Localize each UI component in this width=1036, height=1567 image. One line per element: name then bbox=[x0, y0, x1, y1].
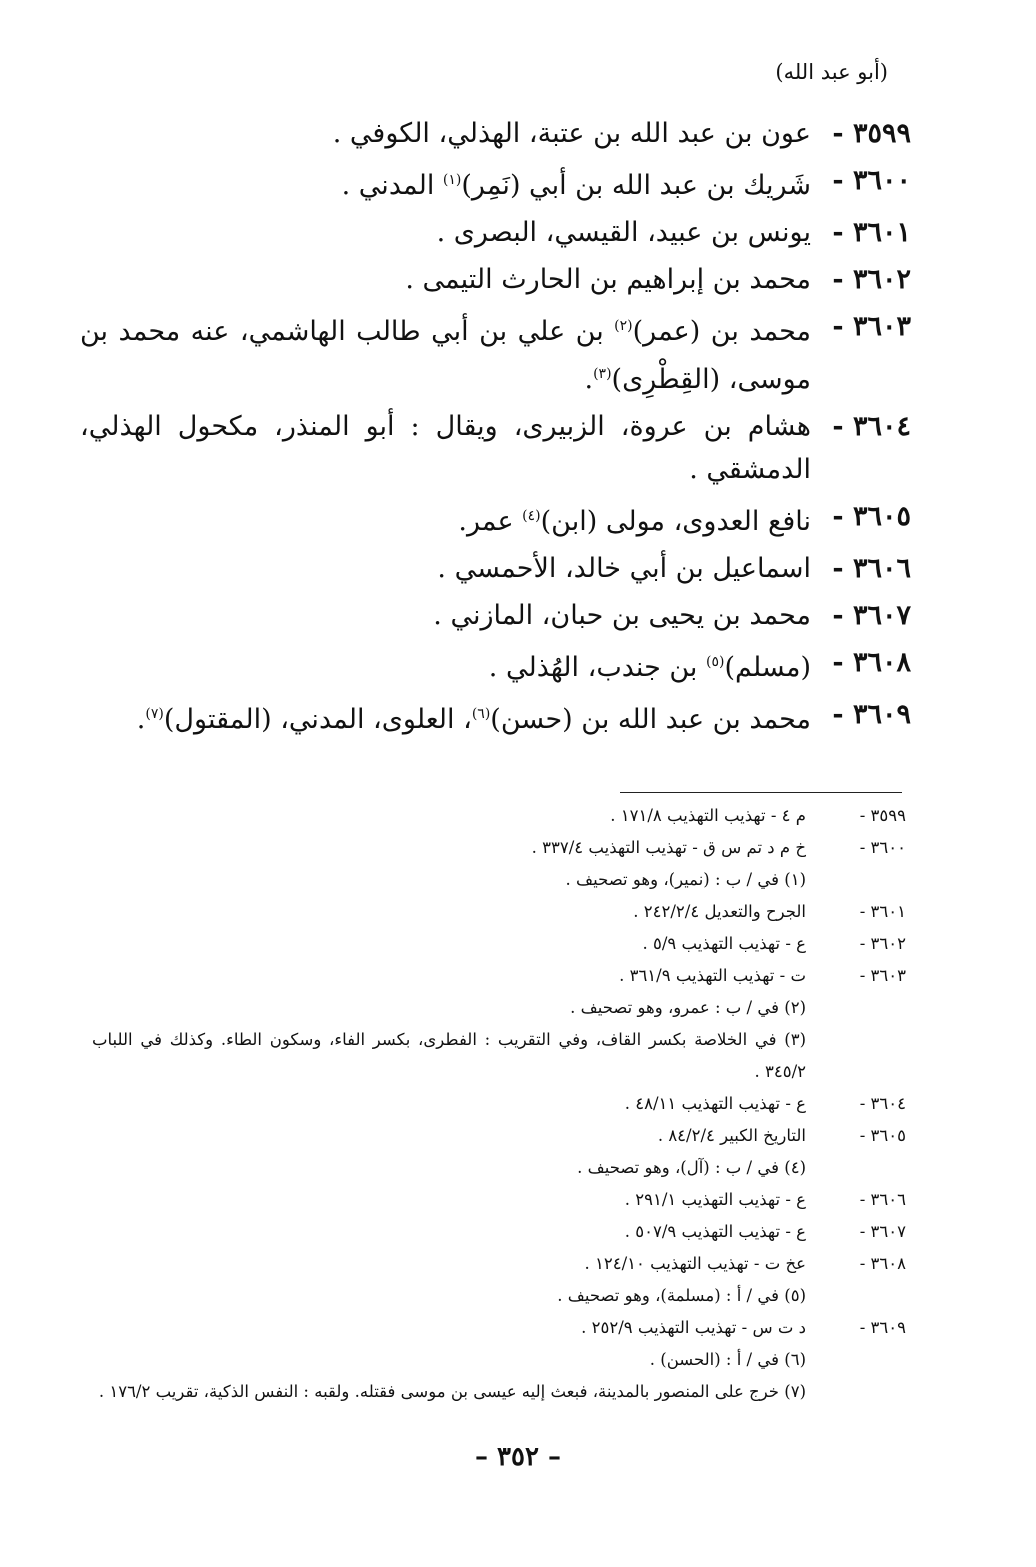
running-header: (أبو عبد الله) bbox=[775, 60, 888, 84]
footnote: ٣٦٠١ - الجرح والتعديل ٢٤٢/٢/٤ . bbox=[633, 902, 906, 921]
entry bbox=[80, 495, 911, 543]
entry-text: يونس بن عبيد، القيسي، البصرى . bbox=[436, 217, 811, 248]
footnote-ref: (٣) bbox=[593, 366, 612, 382]
entry-number: ٣٦٠٤ - bbox=[832, 411, 911, 442]
entry-text: (مسلم)$^{(٥)}$ بن جندب، الهُذلي . bbox=[488, 652, 811, 683]
entry-text: نافع العدوى، مولى (ابن)$^{(٤)}$ عمر. bbox=[458, 506, 811, 537]
entry-number: ٣٦٠٣ - bbox=[832, 311, 911, 342]
entry bbox=[80, 641, 911, 689]
footnote: ٣٦٠٨ - عخ ت - تهذيب التهذيب ١٢٤/١٠ . bbox=[584, 1254, 906, 1273]
entry-number: ٣٥٩٩ - bbox=[832, 118, 911, 149]
footnote: ٣٦٠٥ - التاريخ الكبير ٨٤/٢/٤ . bbox=[657, 1126, 906, 1145]
footnote-ref: (٢) bbox=[614, 318, 633, 334]
footnote: ٣٦٠٩ - د ت س - تهذيب التهذيب ٢٥٢/٩ . bbox=[581, 1318, 906, 1337]
entry-number: ٣٦٠٧ - bbox=[832, 600, 911, 631]
footnote: ٣٦٠٦ - ع - تهذيب التهذيب ٢٩١/١ . bbox=[624, 1190, 906, 1209]
entry-text: هشام بن عروة، الزبيرى، ويقال : أبو المنذر، مكحول الهذلي، الدمشقي . bbox=[80, 411, 811, 485]
footnote-ref: (٧) bbox=[145, 706, 164, 722]
footnote: (٧) خرج على المنصور بالمدينة، فبعث إليه عيسى بن موسى فقتله. ولقبه : النفس الذكية، تقريب ١٧٦/٢ . bbox=[98, 1382, 806, 1401]
footnote: (٦) في / أ : (الحسن) . bbox=[649, 1350, 806, 1369]
footnote-ref: (٤) bbox=[522, 508, 541, 524]
entry bbox=[80, 693, 911, 741]
entry-text: محمد بن عبد الله بن (حسن)$^{(٦)}$، العلوى، المدني، (المقتول)$^{(٧)}$. bbox=[136, 704, 811, 735]
entry bbox=[80, 211, 911, 254]
footnote: ٣٦٠٤ - ع - تهذيب التهذيب ٤٨/١١ . bbox=[624, 1094, 906, 1113]
entry-number: ٣٦٠٠ - bbox=[832, 165, 911, 196]
entry bbox=[80, 258, 911, 301]
footnote-ref: (١) bbox=[442, 172, 462, 188]
footnote: (٣) في الخلاصة بكسر القاف، وفي التقريب : الفطرى، بكسر الفاء، وسكون الطاء. وكذلك في اللباب ٣٤٥/٢ . bbox=[92, 1030, 806, 1081]
entry-text: محمد بن (عمر)$^{(٢)}$ بن علي بن أبي طالب الهاشمي، عنه محمد بن موسى، (القِطْرِى)$^{(٣)}$. bbox=[80, 316, 811, 395]
entry bbox=[80, 159, 911, 207]
footnote: (١) في / ب : (نمير)، وهو تصحيف . bbox=[565, 870, 806, 889]
entry-number: ٣٦٠٦ - bbox=[832, 553, 911, 584]
entry bbox=[80, 305, 911, 401]
entry-text: محمد بن يحيى بن حبان، المازني . bbox=[433, 600, 811, 631]
entry-text: شَريك بن عبد الله بن أبي (نَمِر)$^{(١)}$ المدني . bbox=[341, 170, 811, 201]
footnote-ref: (٦) bbox=[471, 706, 491, 722]
page-number: – ٣٥٢ – bbox=[474, 1442, 562, 1472]
footnote: ٣٦٠٧ - ع - تهذيب التهذيب ٥٠٧/٩ . bbox=[624, 1222, 906, 1241]
entry-number: ٣٦٠٨ - bbox=[832, 647, 911, 678]
footnote: ٣٦٠٠ - خ م د تم س ق - تهذيب التهذيب ٣٣٧/٤ . bbox=[531, 838, 906, 857]
footnote: (٥) في / أ : (مسلمة)، وهو تصحيف . bbox=[557, 1286, 806, 1305]
entry bbox=[80, 594, 911, 637]
footnote: (٤) في / ب : (آل)، وهو تصحيف . bbox=[577, 1158, 806, 1177]
entry-text: اسماعيل بن أبي خالد، الأحمسي . bbox=[437, 553, 811, 584]
footnotes bbox=[92, 800, 906, 1408]
entry-number: ٣٦٠٩ - bbox=[832, 699, 911, 730]
entry-number: ٣٦٠١ - bbox=[832, 217, 911, 248]
entry-number: ٣٦٠٥ - bbox=[832, 501, 911, 532]
entry bbox=[80, 112, 911, 155]
entry-text: عون بن عبد الله بن عتبة، الهذلي، الكوفي . bbox=[332, 118, 811, 149]
footnote: (٢) في / ب : عمرو، وهو تصحيف . bbox=[570, 998, 806, 1017]
entry bbox=[80, 547, 911, 590]
entry-text: محمد بن إبراهيم بن الحارث التيمى . bbox=[405, 264, 811, 295]
entry bbox=[80, 405, 911, 491]
entry-number: ٣٦٠٢ - bbox=[832, 264, 911, 295]
footnote: ٣٦٠٢ - ع - تهذيب التهذيب ٥/٩ . bbox=[642, 934, 906, 953]
footnote-ref: (٥) bbox=[706, 654, 725, 670]
footnote-divider bbox=[620, 792, 902, 793]
footnote: ٣٥٩٩ - م ٤ - تهذيب التهذيب ١٧١/٨ . bbox=[610, 806, 906, 825]
entries-list bbox=[80, 112, 911, 745]
footnote: ٣٦٠٣ - ت - تهذيب التهذيب ٣٦١/٩ . bbox=[619, 966, 906, 985]
